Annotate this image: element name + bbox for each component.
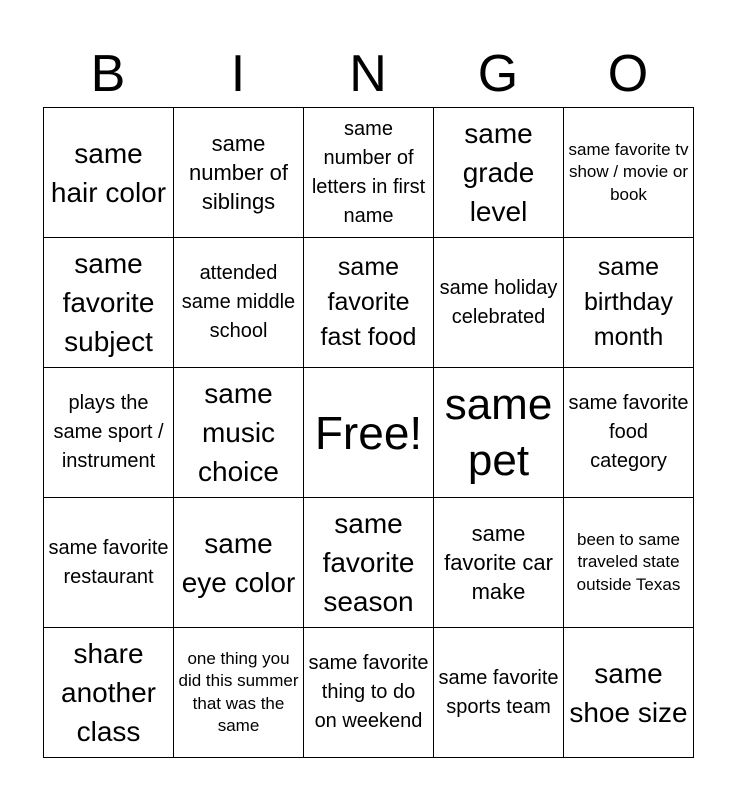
bingo-cell[interactable]: same number of siblings [174,108,304,238]
header-letter-b: B [90,45,126,103]
header-letter-g: G [477,45,519,103]
bingo-header [43,40,693,108]
bingo-cell[interactable]: same pet [434,368,564,498]
bingo-cell[interactable]: same favorite fast food [304,238,434,368]
bingo-cell[interactable]: same favorite car make [434,498,564,628]
bingo-cell[interactable]: same hair color [44,108,174,238]
bingo-cell[interactable]: been to same traveled state outside Texas [564,498,694,628]
bingo-cell[interactable]: same favorite thing to do on weekend [304,628,434,758]
header-letter-n: N [349,45,387,103]
bingo-cell[interactable]: same favorite sports team [434,628,564,758]
bingo-cell[interactable]: same favorite restaurant [44,498,174,628]
grid-row [44,498,694,628]
bingo-cell[interactable]: same favorite tv show / movie or book [564,108,694,238]
bingo-cell[interactable]: same birthday month [564,238,694,368]
bingo-cell[interactable]: one thing you did this summer that was the same [174,628,304,758]
bingo-cell[interactable]: same eye color [174,498,304,628]
grid-row [44,108,694,238]
header-letter-o: O [607,45,649,103]
bingo-cell[interactable]: same shoe size [564,628,694,758]
bingo-cell[interactable]: attended same middle school [174,238,304,368]
bingo-cell[interactable]: same favorite subject [44,238,174,368]
bingo-cell[interactable]: same grade level [434,108,564,238]
bingo-cell[interactable]: same favorite season [304,498,434,628]
bingo-cell[interactable]: share another class [44,628,174,758]
bingo-cell[interactable]: same number of letters in first name [304,108,434,238]
bingo-cell[interactable]: same favorite food category [564,368,694,498]
bingo-cell[interactable]: same music choice [174,368,304,498]
bingo-cell[interactable]: same holiday celebrated [434,238,564,368]
grid-row [44,238,694,368]
grid-row [44,628,694,758]
free-space-cell[interactable]: Free! [304,368,434,498]
grid-row [44,368,694,498]
header-letter-i: I [230,45,246,103]
bingo-grid [43,107,694,758]
bingo-cell[interactable]: plays the same sport / instrument [44,368,174,498]
